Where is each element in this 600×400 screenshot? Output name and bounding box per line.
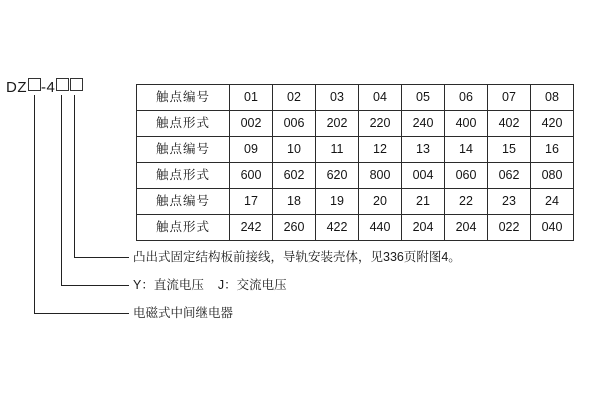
table-cell: 22 [445,189,488,215]
table-cell: 620 [316,163,359,189]
table-cell: 006 [273,111,316,137]
table-cell: 204 [445,215,488,241]
table-cell: 02 [273,85,316,111]
table-cell: 03 [316,85,359,111]
table-cell: 18 [273,189,316,215]
table-cell: 13 [402,137,445,163]
table-cell: 12 [359,137,402,163]
leader-line-voltage-vertical [61,95,62,285]
table-cell: 260 [273,215,316,241]
row-header: 触点形式 [137,163,230,189]
table-cell: 004 [402,163,445,189]
annotation-voltage [133,278,287,292]
annotation-voltage-ac: J：交流电压 [217,278,287,292]
table-cell: 040 [531,215,574,241]
table-cell: 07 [488,85,531,111]
table-cell: 402 [488,111,531,137]
table-cell: 242 [230,215,273,241]
table-cell: 04 [359,85,402,111]
annotation-voltage-dc: Y：直流电压 [133,278,204,292]
table-cell: 01 [230,85,273,111]
model-middle: -4 [41,79,56,96]
table-row [137,111,574,137]
table-cell: 080 [531,163,574,189]
leader-line-voltage-horizontal [61,285,129,286]
table-cell: 11 [316,137,359,163]
model-box-2 [56,78,69,91]
table-cell: 05 [402,85,445,111]
table-cell: 602 [273,163,316,189]
annotation-device-text: 电磁式中间继电器 [133,306,234,320]
table-cell: 062 [488,163,531,189]
contact-table-body [137,85,574,241]
annotation-device [133,306,233,320]
row-header: 触点形式 [137,215,230,241]
model-code [6,78,83,96]
table-cell: 060 [445,163,488,189]
table-cell: 21 [402,189,445,215]
table-cell: 16 [531,137,574,163]
table-cell: 14 [445,137,488,163]
table-cell: 06 [445,85,488,111]
leader-line-structure-vertical [74,95,75,257]
table-cell: 10 [273,137,316,163]
table-cell: 240 [402,111,445,137]
table-cell: 002 [230,111,273,137]
table-cell: 220 [359,111,402,137]
table-cell: 204 [402,215,445,241]
table-cell: 600 [230,163,273,189]
table-cell: 022 [488,215,531,241]
table-cell: 24 [531,189,574,215]
row-header: 触点编号 [137,85,230,111]
table-row [137,85,574,111]
table-cell: 23 [488,189,531,215]
table-cell: 400 [445,111,488,137]
model-box-1 [28,78,41,91]
table-cell: 800 [359,163,402,189]
model-prefix: DZ [6,79,27,96]
row-header: 触点形式 [137,111,230,137]
table-cell: 09 [230,137,273,163]
table-row [137,189,574,215]
leader-line-device-horizontal [34,313,129,314]
table-cell: 422 [316,215,359,241]
table-cell: 17 [230,189,273,215]
table-cell: 20 [359,189,402,215]
leader-line-device-vertical [34,95,35,313]
table-cell: 440 [359,215,402,241]
table-row [137,137,574,163]
annotation-structure-text: 凸出式固定结构板前接线，导轨安装壳体，见336页附图4。 [133,250,461,264]
leader-line-structure-horizontal [74,257,129,258]
annotation-structure [133,250,461,264]
row-header: 触点编号 [137,137,230,163]
table-cell: 15 [488,137,531,163]
table-cell: 19 [316,189,359,215]
table-cell: 08 [531,85,574,111]
row-header: 触点编号 [137,189,230,215]
table-row [137,215,574,241]
table-cell: 420 [531,111,574,137]
table-cell: 202 [316,111,359,137]
model-box-3 [70,78,83,91]
table-row [137,163,574,189]
contact-table [136,84,574,241]
